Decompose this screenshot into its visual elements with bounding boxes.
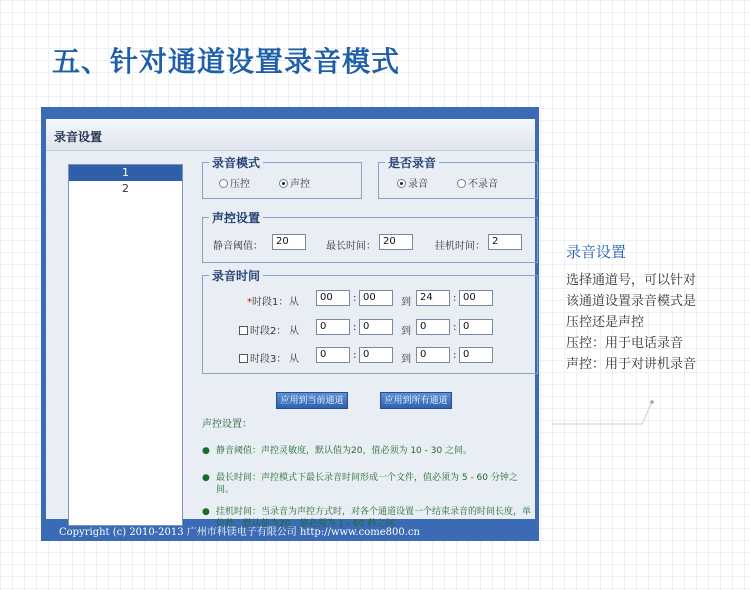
required-mark: *: [247, 297, 252, 308]
period-1-to: 到: [401, 297, 411, 308]
description-line-2: 该通道设置录音模式是: [566, 294, 697, 309]
period-2-colon-2: :: [453, 322, 457, 333]
period-3-end-minute[interactable]: 0: [459, 347, 493, 363]
channel-list: [68, 164, 183, 526]
period-1-start-minute[interactable]: 00: [359, 290, 393, 306]
radio-voice-label: 声控: [290, 179, 310, 190]
mode-group: [202, 156, 362, 199]
radio-pressure-label: 压控: [230, 179, 250, 190]
period-3-end-hour[interactable]: 0: [416, 347, 450, 363]
help-item-threshold-text: 静音阈值：声控灵敏度，默认值为20，值必须为 10 - 30 之间。: [216, 446, 473, 456]
help-bullet: ●: [202, 473, 210, 483]
window-content: [46, 119, 535, 529]
record-group: [378, 156, 538, 199]
period-1-colon-2: :: [453, 293, 457, 304]
radio-pressure-dot[interactable]: [219, 179, 228, 188]
period-3-colon-2: :: [453, 350, 457, 361]
description-line-3: 压控还是声控: [566, 315, 645, 330]
radio-record[interactable]: [397, 175, 428, 190]
period-2-label: [239, 322, 286, 337]
radio-voice-dot[interactable]: [279, 179, 288, 188]
period-1-end-hour[interactable]: 24: [416, 290, 450, 306]
period-3-colon-1: :: [353, 350, 357, 361]
help-item-max-length-text: 最长时间：声控模式下最长录音时间形成一个文件，值必须为 5 - 60 分钟之: [216, 473, 518, 483]
period-2-checkbox[interactable]: [239, 326, 248, 335]
period-2-start-hour[interactable]: 0: [316, 319, 350, 335]
help-item-max-length: [202, 472, 518, 496]
mode-group-legend: 录音模式: [209, 154, 263, 171]
description-line-1: 选择通道号，可以针对: [566, 273, 697, 288]
period-3-label: [239, 350, 286, 365]
channel-item-1[interactable]: 1: [69, 165, 182, 181]
title-bar: [46, 119, 535, 151]
period-3-label-text: 时段3：: [250, 354, 287, 365]
period-1-start-hour[interactable]: 00: [316, 290, 350, 306]
help-bullet: ●: [202, 446, 210, 456]
period-3-from: 从: [289, 354, 299, 365]
threshold-label: 静音阈值：: [213, 241, 263, 252]
radio-record-label: 录音: [408, 179, 428, 190]
period-3-checkbox[interactable]: [239, 354, 248, 363]
period-2-colon-1: :: [353, 322, 357, 333]
radio-no-record-label: 不录音: [468, 179, 498, 190]
help-item-hangup-text-2: 位秒，默认值为20，值必须为 1 - 60 秒之间。: [216, 519, 404, 529]
description-line-5: 声控：用于对讲机录音: [566, 357, 697, 372]
settings-content: [196, 151, 535, 529]
period-2-start-minute[interactable]: 0: [359, 319, 393, 335]
page-heading: 五、针对通道设置录音模式: [52, 45, 401, 78]
apply-current-channel-button[interactable]: 应用到当前通道: [276, 392, 348, 409]
record-time-legend: 录音时间: [209, 267, 263, 284]
period-1-label: [247, 293, 288, 308]
period-3-start-minute[interactable]: 0: [359, 347, 393, 363]
hangup-input[interactable]: 2: [488, 234, 522, 250]
threshold-input[interactable]: 20: [272, 234, 306, 250]
description-text: [566, 270, 696, 375]
settings-panel: [46, 151, 535, 529]
radio-no-record-dot[interactable]: [457, 179, 466, 188]
app-window: [41, 107, 539, 541]
radio-record-dot[interactable]: [397, 179, 406, 188]
apply-all-channels-button[interactable]: 应用到所有通道: [380, 392, 452, 409]
period-1-end-minute[interactable]: 00: [459, 290, 493, 306]
radio-voice[interactable]: [279, 175, 310, 190]
footer-copyright: Copyright (c) 2010-2013 广州市科镁电子有限公司 http://www.come800.cn: [59, 527, 420, 538]
period-2-end-minute[interactable]: 0: [459, 319, 493, 335]
description-title: 录音设置: [566, 243, 627, 261]
hangup-label: 挂机时间：: [435, 241, 485, 252]
record-group-legend: 是否录音: [385, 154, 439, 171]
voice-settings-legend: 声控设置: [209, 209, 263, 226]
period-1-colon-1: :: [353, 293, 357, 304]
max-length-input[interactable]: 20: [379, 234, 413, 250]
period-2-to: 到: [401, 326, 411, 337]
record-time-group: [202, 269, 538, 374]
period-3-start-hour[interactable]: 0: [316, 347, 350, 363]
period-2-end-hour[interactable]: 0: [416, 319, 450, 335]
help-bullet: ●: [202, 507, 210, 517]
help-item-threshold: [202, 445, 472, 457]
help-title: 声控设置：: [202, 419, 252, 430]
max-length-label: 最长时间：: [326, 241, 376, 252]
channel-item-2[interactable]: 2: [122, 182, 129, 195]
radio-no-record[interactable]: [457, 175, 498, 190]
connector-line: [550, 400, 660, 430]
period-1-label-text: 时段1：: [252, 297, 289, 308]
voice-settings-group: [202, 211, 538, 263]
period-2-label-text: 时段2：: [250, 326, 287, 337]
period-1-from: 从: [289, 297, 299, 308]
window-title: 录音设置: [54, 130, 103, 144]
help-item-max-length-text-2: 间。: [216, 485, 235, 495]
period-2-from: 从: [289, 326, 299, 337]
help-item-hangup-text: 挂机时间：当录音为声控方式时，对各个通道设置一个结束录音的时间长度，单: [216, 507, 532, 517]
period-3-to: 到: [401, 354, 411, 365]
description-line-4: 压控：用于电话录音: [566, 336, 684, 351]
radio-pressure[interactable]: [219, 175, 250, 190]
